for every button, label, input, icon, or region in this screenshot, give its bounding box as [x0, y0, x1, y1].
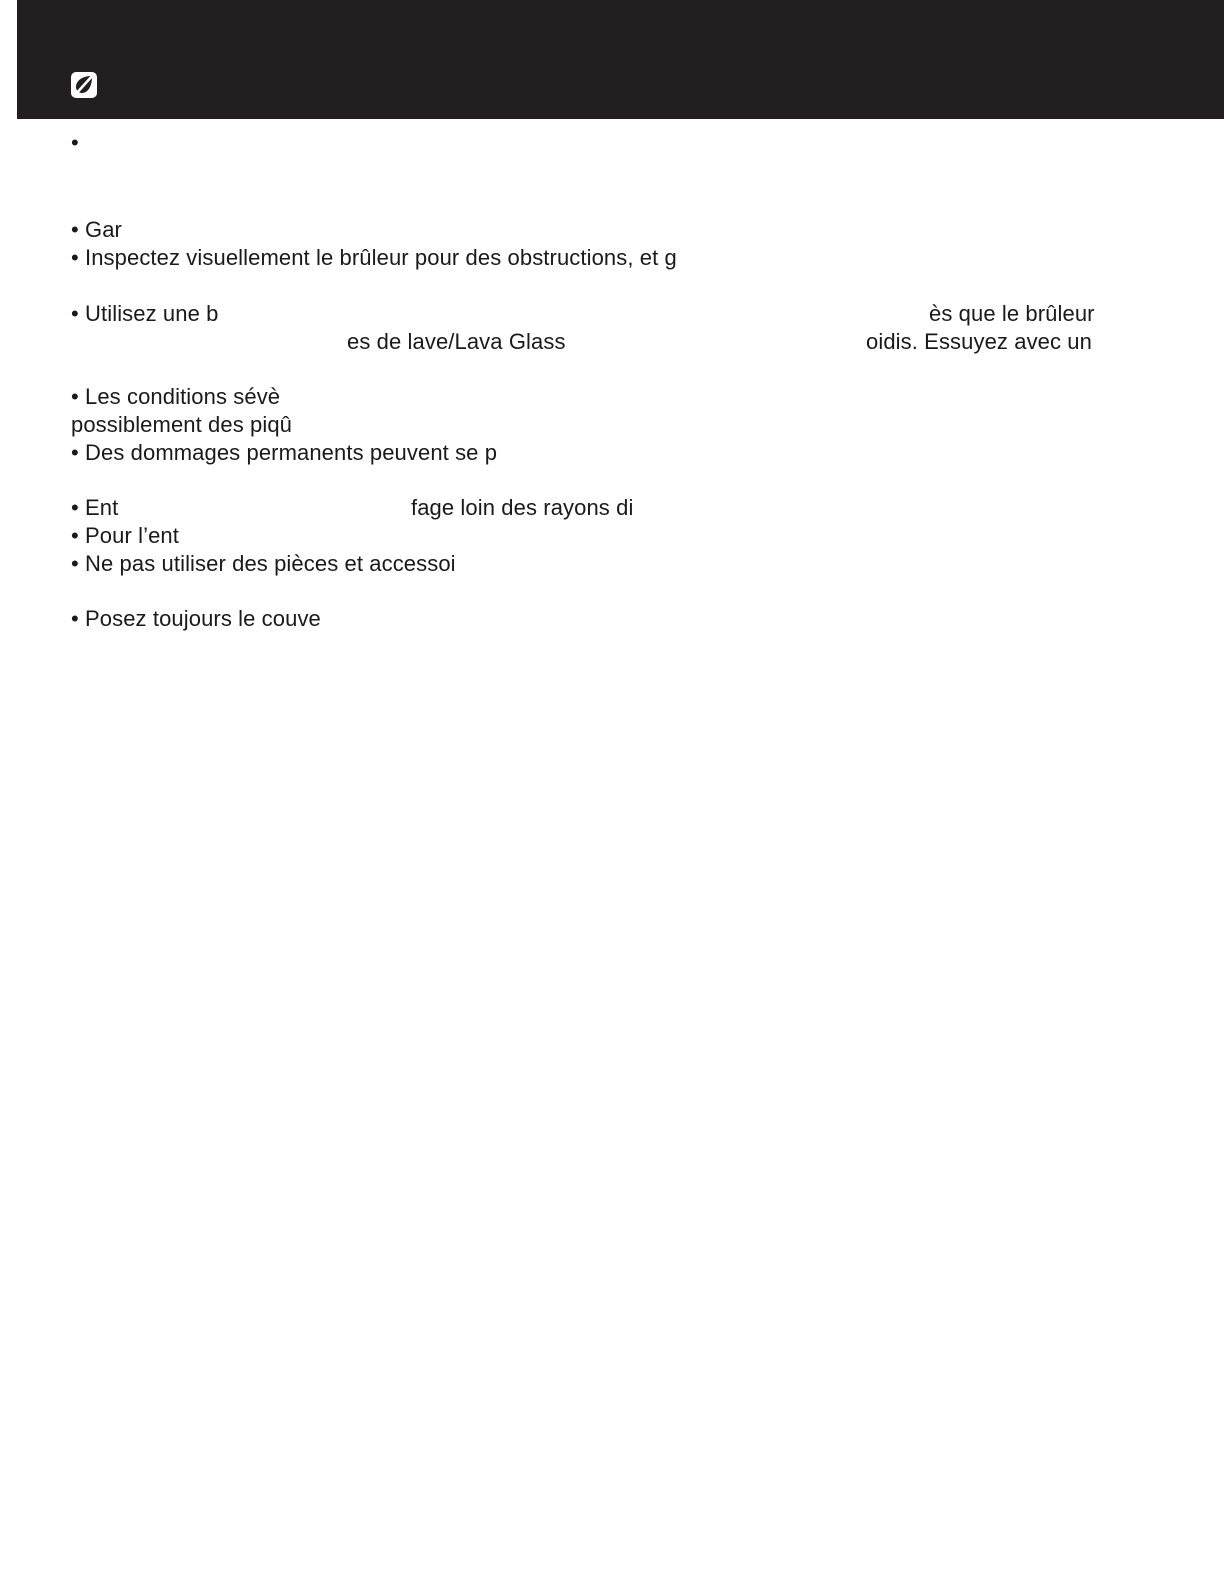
text-line: • Utilisez une b [71, 301, 219, 326]
text-line: • Ne pas utiliser des pièces et accessoi [71, 551, 456, 576]
text-line: • Posez toujours le couve [71, 606, 321, 631]
text-line: • Des dommages permanents peuvent se p [71, 440, 498, 465]
text-line: • [71, 130, 79, 155]
text-line: • Gar [71, 217, 122, 242]
text-line: oidis. Essuyez avec un [866, 329, 1092, 354]
text-line: fage loin des rayons di [411, 495, 634, 520]
text-line: • Inspectez visuellement le brûleur pour des obstructions, et g [71, 245, 677, 270]
text-line: ès que le brûleur [929, 301, 1095, 326]
text-line: • Les conditions sévè [71, 384, 281, 409]
header-bar [17, 0, 1224, 119]
text-line: possiblement des piqû [71, 412, 293, 437]
text-line: • Ent [71, 495, 119, 520]
text-line: es de lave/Lava Glass [347, 329, 566, 354]
leaf-slash-icon [71, 72, 97, 98]
text-line: • Pour l’ent [71, 523, 179, 548]
